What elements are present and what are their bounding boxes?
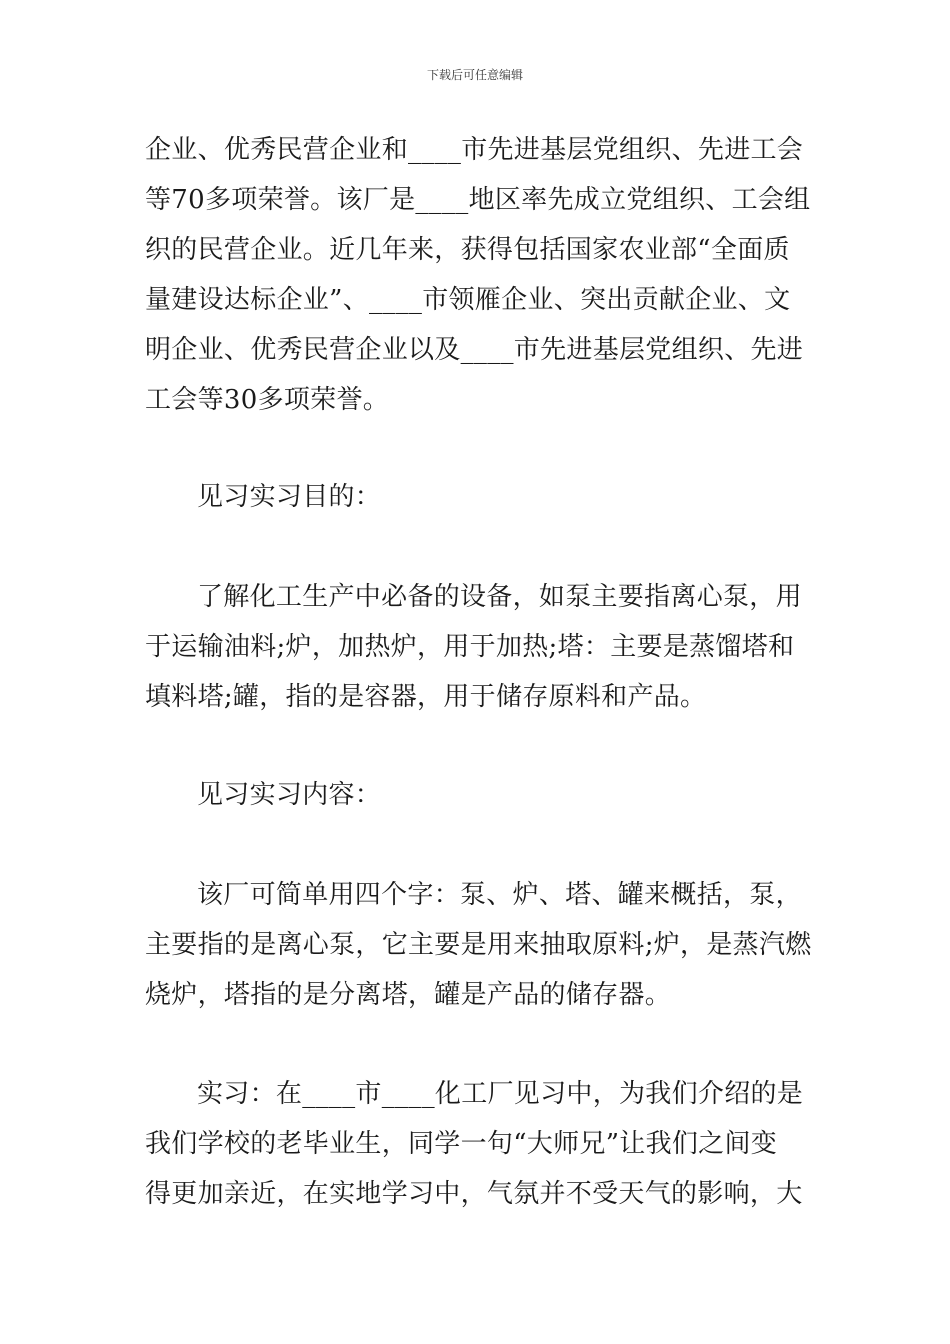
text-line: 工会等30多项荣誉。	[145, 385, 390, 415]
text-line: 等70多项荣誉。该厂是____地区率先成立党组织、工会组	[145, 185, 811, 215]
text-line: 主要指的是离心泵，它主要是用来抽取原料;炉，是蒸汽燃	[145, 930, 812, 960]
text-line: 了解化工生产中必备的设备，如泵主要指离心泵，用	[197, 582, 802, 612]
text-line: 实习：在____市____化工厂见习中，为我们介绍的是	[197, 1079, 804, 1109]
page-header: 下载后可任意编辑	[426, 68, 523, 82]
text-line: 得更加亲近，在实地学习中，气氛并不受天气的影响，大	[145, 1179, 803, 1209]
text-line: 明企业、优秀民营企业以及____市先进基层党组织、先进	[145, 335, 804, 365]
text-line: 织的民营企业。近几年来，获得包括国家农业部“全面质	[145, 235, 790, 265]
text-line: 于运输油料;炉，加热炉，用于加热;塔：主要是蒸馏塔和	[145, 632, 795, 662]
text-line: 该厂可简单用四个字：泵、炉、塔、罐来概括，泵，	[197, 880, 802, 910]
section-heading-content: 见习实习内容：	[197, 780, 382, 810]
section-heading-purpose: 见习实习目的：	[197, 482, 382, 512]
text-line: 填料塔;罐，指的是容器，用于储存原料和产品。	[145, 682, 707, 712]
text-line: 企业、优秀民营企业和____市先进基层党组织、先进工会	[145, 135, 804, 165]
text-line: 烧炉，塔指的是分离塔，罐是产品的储存器。	[145, 980, 672, 1010]
text-line: 我们学校的老毕业生，同学一句“大师兄”让我们之间变	[145, 1129, 778, 1159]
text-line: 量建设达标企业”、____市领雁企业、突出贡献企业、文	[145, 285, 791, 315]
